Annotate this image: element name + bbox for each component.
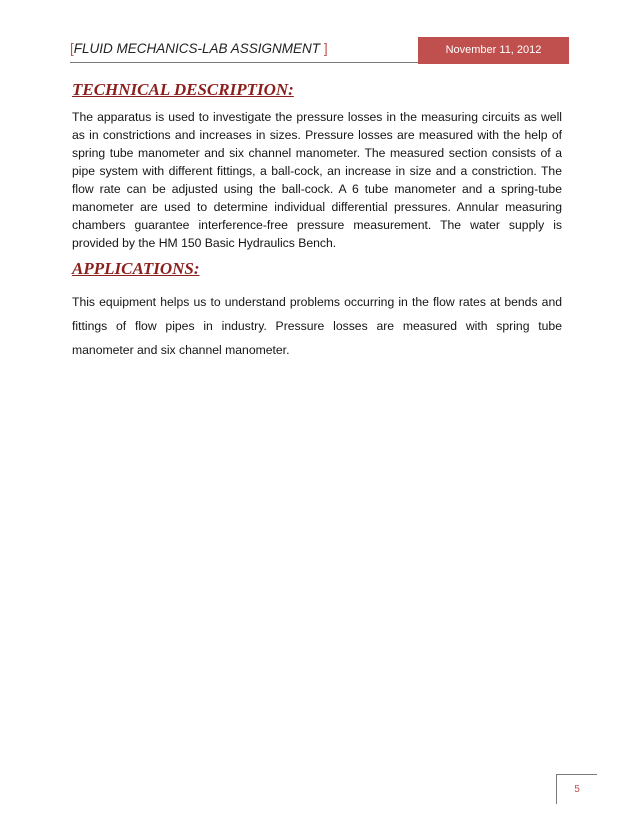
header-title (70, 41, 328, 56)
applications-body: This equipment helps us to understand problems occurring in the flow rates at bends and fittings of flow pipes in industry. Pressure losses are measured with spring tube manometer and six channel manometer. (72, 295, 562, 357)
header-bracket-close: ] (323, 41, 328, 56)
header-date: November 11, 2012 (418, 37, 569, 64)
applications-heading: APPLICATIONS: (72, 259, 200, 278)
header-rule (70, 62, 418, 63)
technical-description-body: The apparatus is used to investigate the pressure losses in the measuring circuits as well as in constrictions and increases in sizes. Pressure losses are measured with the help of spring tube manometer and six channel manometer. The measured section consists of a pipe system with different fittings, a ball-cock, an increase in size and a constriction. The flow rate can be adjusted using the ball-cock. A 6 tube manometer and a spring-tube manometer are used to determine individual differential pressures. Annular measuring chambers guarantee interference-free pressure measurement. The water supply is provided by the HM 150 Basic Hydraulics Bench. (72, 110, 562, 250)
page-number-box (556, 774, 597, 804)
page-number: 5 (574, 784, 580, 795)
header-title-text: FLUID MECHANICS-LAB ASSIGNMENT (73, 41, 321, 56)
page-header (70, 37, 569, 64)
header-bracket-open: [ (70, 41, 74, 56)
technical-description-heading: TECHNICAL DESCRIPTION: (72, 80, 294, 99)
